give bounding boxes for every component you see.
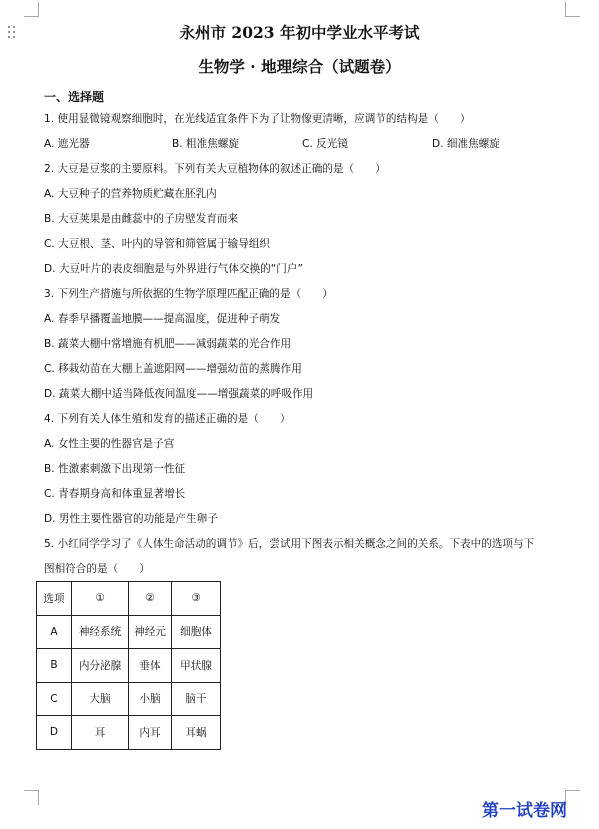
table-header-cell: ③ — [172, 582, 221, 616]
table-cell: 内分泌腺 — [72, 649, 129, 683]
question-5-stem-continued: 图相符合的是（ ） — [44, 563, 150, 575]
question-3-option-d: D. 蔬菜大棚中适当降低夜间温度——增强蔬菜的呼吸作用 — [44, 388, 314, 400]
question-2-stem: 2. 大豆是豆浆的主要原料。下列有关大豆植物体的叙述正确的是（ ） — [44, 163, 386, 175]
exam-title: 永州市 2023 年初中学业水平考试 — [179, 23, 420, 42]
table-cell: 大脑 — [72, 682, 129, 716]
question-1-option-a: A. 遮光器 — [44, 138, 90, 150]
question-4-stem: 4. 下列有关人体生殖和发育的描述正确的是（ ） — [44, 413, 291, 425]
question-2-option-a: A. 大豆种子的营养物质贮藏在胚乳内 — [44, 188, 217, 200]
table-row — [37, 615, 221, 649]
question-2-option-b: B. 大豆荚果是由雌蕊中的子房壁发育而来 — [44, 213, 239, 225]
question-2-option-d: D. 大豆叶片的表皮细胞是与外界进行气体交换的“门户” — [44, 263, 303, 275]
options-table — [36, 581, 221, 750]
table-cell: D — [37, 716, 72, 750]
exam-subtitle: 生物学 · 地理综合（试题卷） — [198, 57, 401, 76]
question-4-option-a: A. 女性主要的性器官是子宫 — [44, 438, 175, 450]
table-cell: 耳蜗 — [172, 716, 221, 750]
question-4-option-d: D. 男性主要性器官的功能是产生卵子 — [44, 513, 218, 525]
section-title: 一、选择题 — [44, 90, 105, 104]
question-2-option-c: C. 大豆根、茎、叶内的导管和筛管属于输导组织 — [44, 238, 271, 250]
question-3-option-b: B. 蔬菜大棚中常增施有机肥——减弱蔬菜的光合作用 — [44, 338, 292, 350]
table-cell: 脑干 — [172, 682, 221, 716]
table-cell: 小脑 — [129, 682, 172, 716]
question-1-option-c: C. 反光镜 — [302, 138, 348, 150]
table-cell: 神经系统 — [72, 615, 129, 649]
table-cell: 垂体 — [129, 649, 172, 683]
question-3-stem: 3. 下列生产措施与所依据的生物学原理匹配正确的是（ ） — [44, 288, 333, 300]
table-cell: 神经元 — [129, 615, 172, 649]
table-row — [37, 682, 221, 716]
crop-mark-top-left — [24, 2, 39, 17]
table-cell: B — [37, 649, 72, 683]
table-cell: 内耳 — [129, 716, 172, 750]
table-row — [37, 649, 221, 683]
crop-mark-bottom-left — [24, 790, 39, 805]
question-5-stem: 5. 小红同学学习了《人体生命活动的调节》后，尝试用下图表示相关概念之间的关系。下表中的选项与下 — [44, 538, 535, 550]
question-4-option-b: B. 性激素刺激下出现第一性征 — [44, 463, 186, 475]
question-1-option-d: D. 细准焦螺旋 — [432, 138, 500, 150]
table-cell: 甲状腺 — [172, 649, 221, 683]
table-header-row — [37, 582, 221, 616]
crop-mark-bottom-right — [565, 790, 580, 805]
question-1-option-b: B. 粗准焦螺旋 — [172, 138, 239, 150]
table-cell: 细胞体 — [172, 615, 221, 649]
crop-mark-top-right — [565, 2, 580, 17]
question-4-option-c: C. 青春期身高和体重显著增长 — [44, 488, 186, 500]
table-header-cell: ② — [129, 582, 172, 616]
table-header-cell: ① — [72, 582, 129, 616]
table-cell: 耳 — [72, 716, 129, 750]
question-1-stem: 1. 使用显微镜观察细胞时，在光线适宜条件下为了让物像更清晰，应调节的结构是（ ） — [44, 113, 471, 125]
table-cell: C — [37, 682, 72, 716]
question-3-option-c: C. 移栽幼苗在大棚上盖遮阳网——增强幼苗的蒸腾作用 — [44, 363, 302, 375]
site-watermark: 第一试卷网 — [482, 801, 567, 821]
table-header-cell: 选项 — [37, 582, 72, 616]
question-3-option-a: A. 春季早播覆盖地膜——提高温度，促进种子萌发 — [44, 313, 281, 325]
table-row — [37, 716, 221, 750]
table-cell: A — [37, 615, 72, 649]
